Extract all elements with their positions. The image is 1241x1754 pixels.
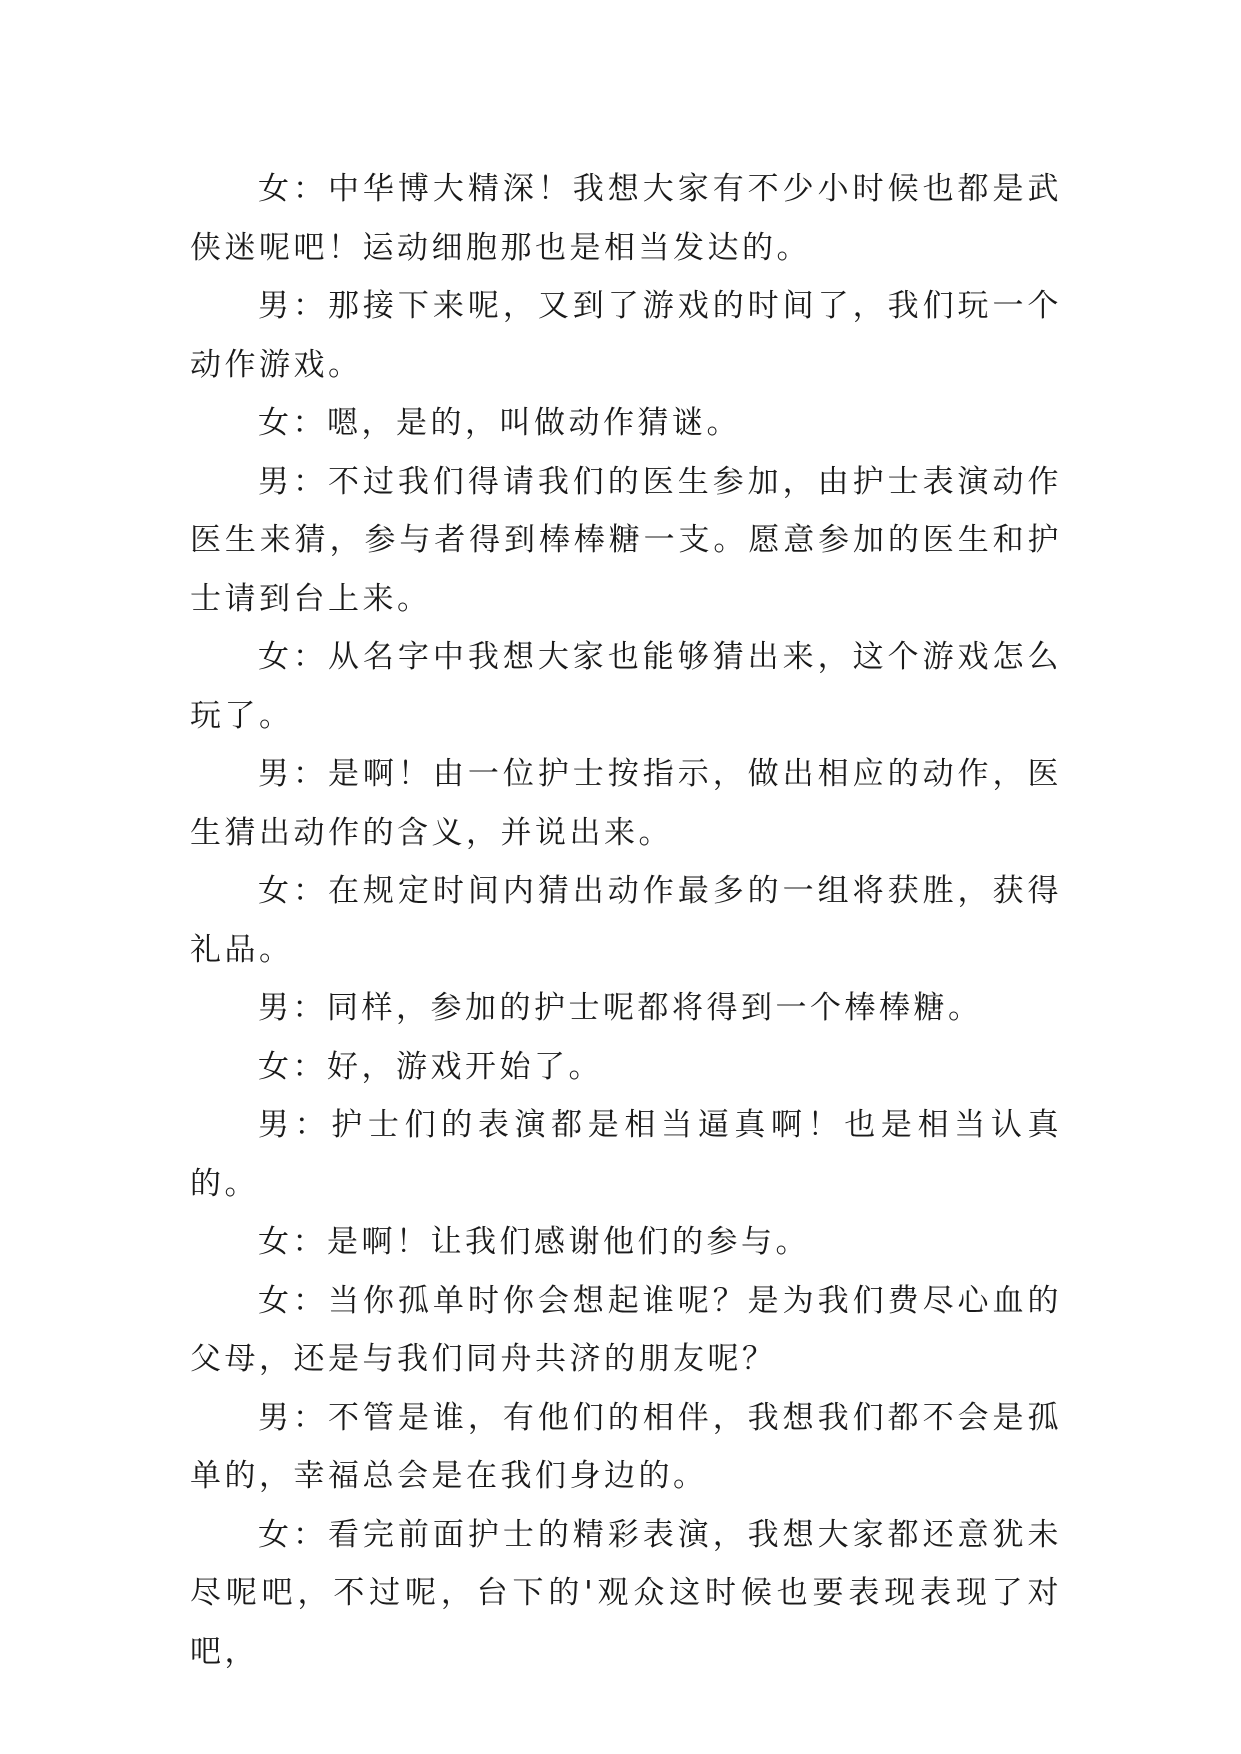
paragraph: 男：不管是谁，有他们的相伴，我想我们都不会是孤单的，幸福总会是在我们身边的。 — [190, 1399, 1062, 1494]
paragraph: 男：是啊！由一位护士按指示，做出相应的动作，医生猜出动作的含义，并说出来。 — [190, 756, 1062, 851]
paragraph: 男：不过我们得请我们的医生参加，由护士表演动作医生来猜，参与者得到棒棒糖一支。愿意参加的医生和护士请到台上来。 — [190, 463, 1062, 617]
paragraph: 女：从名字中我想大家也能够猜出来，这个游戏怎么玩了。 — [190, 639, 1062, 734]
paragraph: 女：嗯，是的，叫做动作猜谜。 — [258, 405, 741, 441]
paragraph: 女：是啊！让我们感谢他们的参与。 — [258, 1224, 810, 1260]
paragraph: 男：护士们的表演都是相当逼真啊！也是相当认真的。 — [190, 1107, 1062, 1202]
paragraph: 女：中华博大精深！我想大家有不少小时候也都是武侠迷呢吧！运动细胞那也是相当发达的。 — [190, 171, 1062, 266]
paragraph: 女：好，游戏开始了。 — [258, 1048, 603, 1085]
document-body — [190, 160, 1062, 1681]
paragraph: 女：当你孤单时你会想起谁呢？是为我们费尽心血的父母，还是与我们同舟共济的朋友呢？ — [190, 1282, 1062, 1377]
paragraph: 女：在规定时间内猜出动作最多的一组将获胜，获得礼品。 — [190, 873, 1062, 968]
paragraph: 女：看完前面护士的精彩表演，我想大家都还意犹未尽呢吧，不过呢，台下的'观众这时候也要表现表现了对吧， — [190, 1516, 1062, 1670]
paragraph: 男：那接下来呢，又到了游戏的时间了，我们玩一个动作游戏。 — [190, 288, 1062, 383]
paragraph: 男：同样，参加的护士呢都将得到一个棒棒糖。 — [258, 990, 983, 1026]
